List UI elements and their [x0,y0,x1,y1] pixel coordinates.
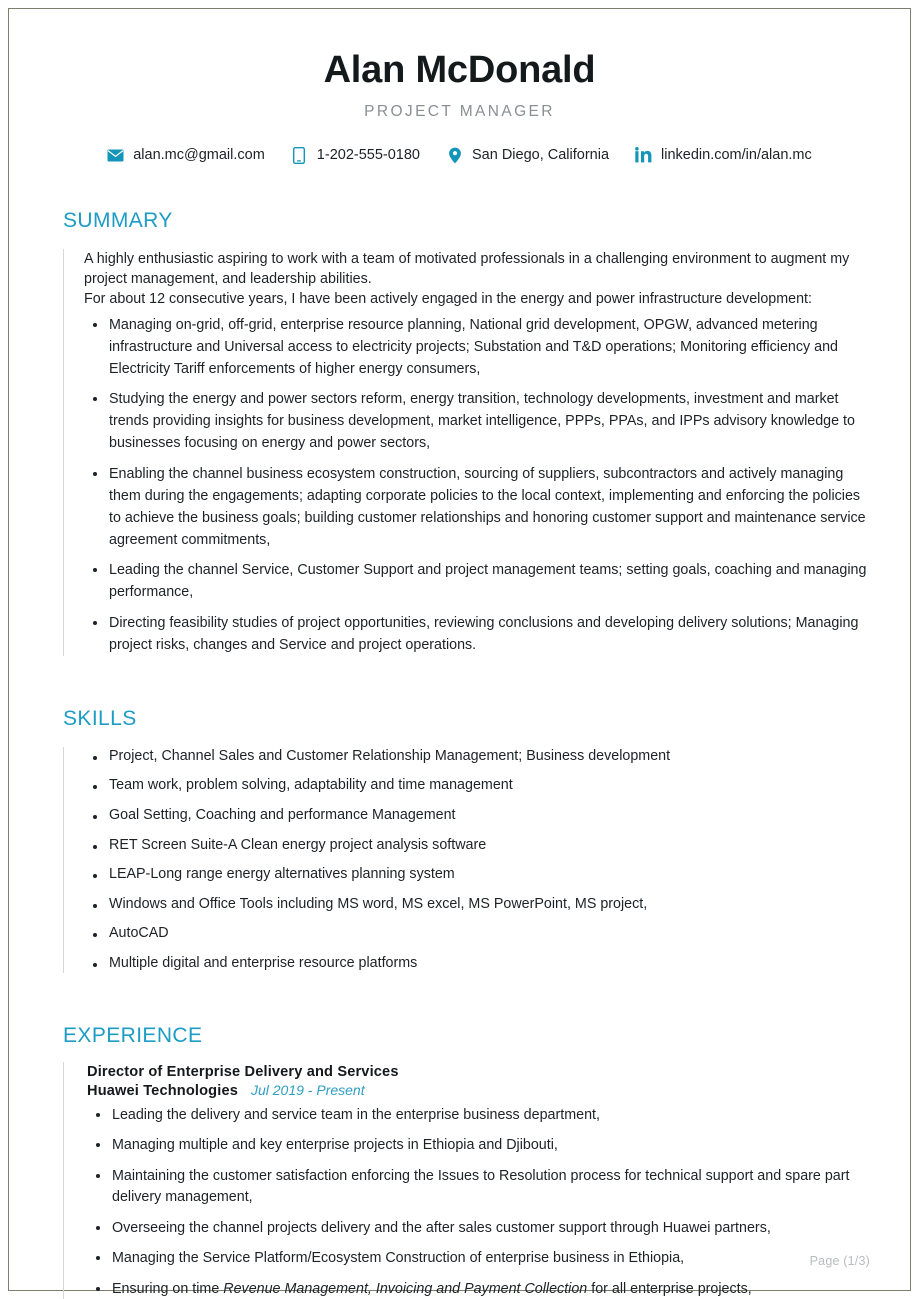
summary-paragraph-1: A highly enthusiastic aspiring to work with a team of motivated professionals in a challenging environment to augment my project management, and leadership abilities. [84,250,850,288]
skills-body [63,747,870,973]
contact-linkedin-text: linkedin.com/in/alan.mc [661,147,812,164]
list-item: Windows and Office Tools including MS word, MS excel, MS PowerPoint, MS project, [84,895,870,914]
location-pin-icon [446,147,463,164]
job-company-line [87,1082,870,1099]
job-role: Director of Enterprise Delivery and Services [87,1063,399,1080]
contact-email[interactable] [107,147,265,164]
list-item: Studying the energy and power sectors reform, energy transition, technology developments, investment and market trends providing insights for business development, market intelligence, PPPs, PPAs, and IPPs advisory knowledge to businesses focusing on energy and power sectors, [84,388,870,454]
summary-section [9,209,910,656]
contact-phone[interactable] [291,147,420,164]
list-item [87,1135,870,1156]
bullet-text-pre: Managing multiple and key enterprise projects in Ethiopia and Djibouti, [112,1137,558,1154]
skills-section [9,707,910,973]
experience-bullet-list [87,1105,870,1299]
bullet-text-pre: Ensuring on time [112,1280,224,1297]
list-item: Directing feasibility studies of project opportunities, reviewing conclusions and developing delivery solutions; Managing project risks, changes and Service and project operations. [84,612,870,656]
candidate-name: Alan McDonald [323,49,596,91]
summary-paragraph-2: For about 12 consecutive years, I have been actively engaged in the energy and power infrastructure development: [84,291,812,308]
contact-location[interactable] [446,147,609,164]
list-item [87,1105,870,1126]
contact-linkedin[interactable] [635,147,812,164]
experience-job-0 [84,1062,870,1299]
bullet-text-pre: Leading the delivery and service team in the enterprise business department, [112,1106,600,1123]
bullet-text-pre: Overseeing the channel projects delivery and the after sales customer support through Huawei partners, [112,1219,771,1236]
experience-section-title: EXPERIENCE [63,1023,203,1047]
phone-icon [291,147,308,164]
experience-section [9,1024,910,1299]
experience-body [63,1062,870,1299]
list-item [87,1279,870,1299]
list-item: Enabling the channel business ecosystem construction, sourcing of suppliers, subcontractors and actively managing them during the engagements; adapting corporate policies to the local context, implementing and enforcing the policies to achieve the business goals; building customer relationships and honoring customer support and maintenance service agreement commitments, [84,463,870,552]
contact-email-text: alan.mc@gmail.com [133,147,265,164]
list-item: Leading the channel Service, Customer Support and project management teams; setting goals, coaching and managing performance, [84,559,870,603]
resume-header [9,9,910,164]
bullet-text-post: for all enterprise projects, [587,1280,752,1297]
job-company: Huawei Technologies [87,1082,238,1099]
list-item: RET Screen Suite-A Clean energy project analysis software [84,836,870,855]
summary-body [63,249,870,656]
list-item [87,1166,870,1207]
linkedin-icon [635,147,652,164]
list-item [87,1248,870,1269]
page-content [9,9,910,1297]
candidate-job-title: PROJECT MANAGER [364,102,555,120]
bullet-text-pre: Managing the Service Platform/Ecosystem Construction of enterprise business in Ethiopia, [112,1250,685,1267]
page-number-label: Page (1/3) [809,1254,870,1268]
bullet-text-italic: Revenue Management, Invoicing and Payment Collection [223,1280,588,1297]
list-item: Project, Channel Sales and Customer Relationship Management; Business development [84,747,870,766]
list-item: Goal Setting, Coaching and performance Management [84,806,870,825]
skills-list [84,747,870,973]
summary-section-title: SUMMARY [63,208,173,232]
email-icon [107,147,124,164]
list-item: AutoCAD [84,924,870,943]
contact-location-text: San Diego, California [472,147,610,164]
list-item [87,1218,870,1239]
bullet-text-pre: Maintaining the customer satisfaction enforcing the Issues to Resolution process for technical support and spare part delivery management, [112,1168,850,1205]
contact-row [9,147,910,164]
summary-bullet-list [84,314,870,656]
list-item: Team work, problem solving, adaptability and time management [84,776,870,795]
job-dates: Jul 2019 - Present [250,1081,365,1098]
list-item: Multiple digital and enterprise resource platforms [84,954,870,973]
list-item: LEAP-Long range energy alternatives planning system [84,865,870,884]
list-item: Managing on-grid, off-grid, enterprise resource planning, National grid development, OPGW, advanced metering infrastructure and Universal access to electricity projects; Substation and T&D operations; Monitoring efficiency and Electricity Tariff enforcements of higher energy consumers, [84,314,870,380]
skills-section-title: SKILLS [63,706,137,730]
contact-phone-text: 1-202-555-0180 [316,147,420,164]
